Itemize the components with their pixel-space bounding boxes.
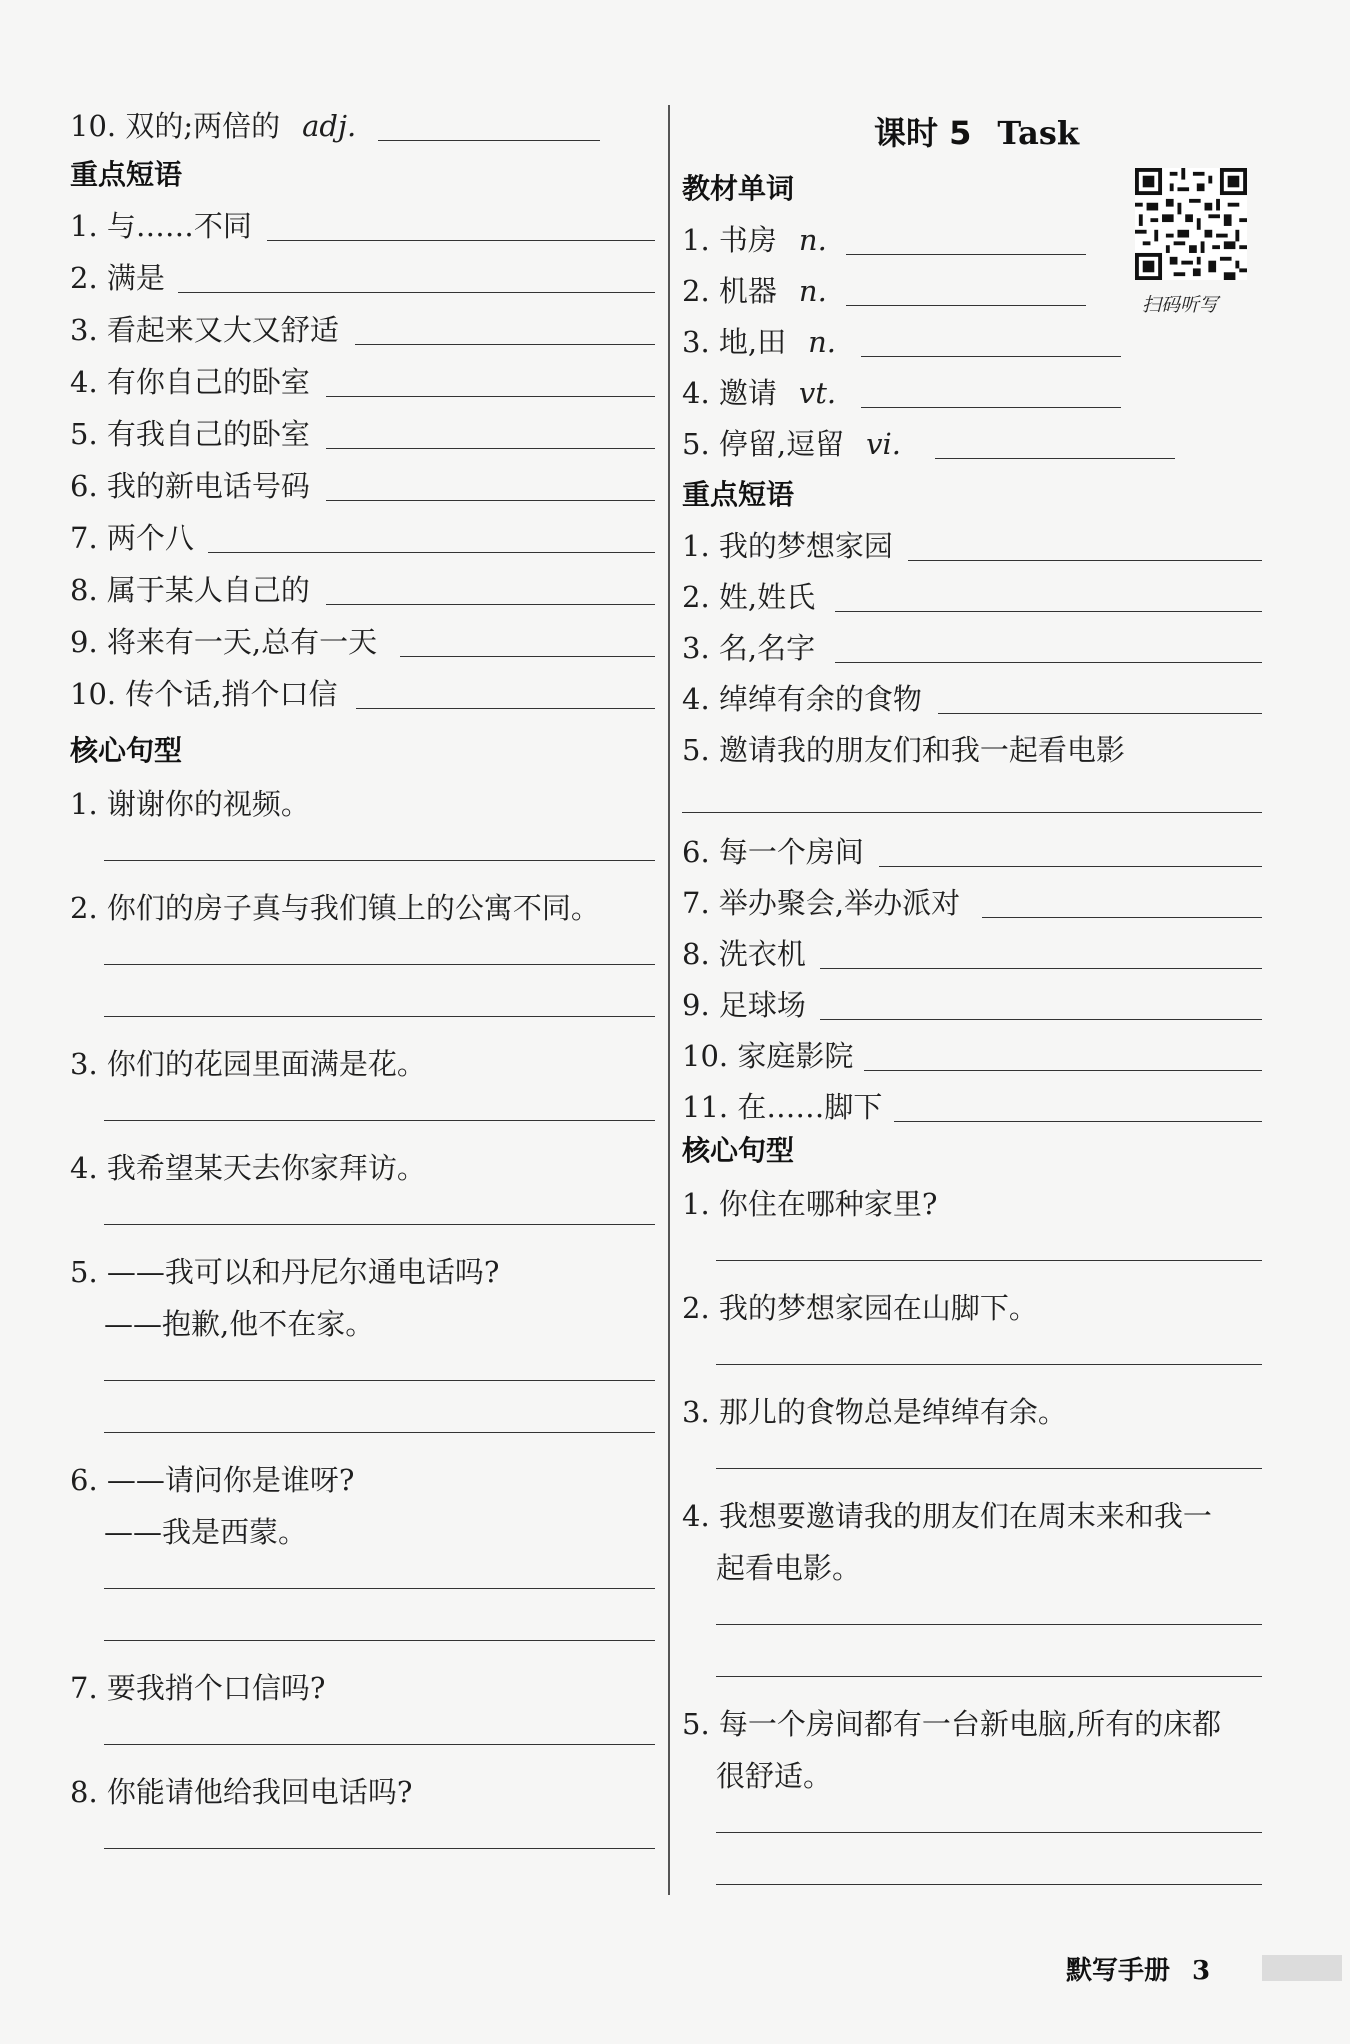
answer-line[interactable] <box>104 860 655 861</box>
sentence-text: 1. 你住在哪种家里? <box>682 1187 938 1221</box>
sentences-heading: 核心句型 <box>70 734 183 767</box>
answer-blank[interactable] <box>326 500 655 501</box>
sentence-text: 3. 那儿的食物总是绰绰有余。 <box>682 1395 1067 1429</box>
answer-blank[interactable] <box>178 292 655 293</box>
answer-line[interactable] <box>104 1588 655 1589</box>
phrase-text: 5. 有我自己的卧室 <box>70 417 310 451</box>
phrase-item <box>70 520 194 556</box>
answer-blank[interactable] <box>846 254 1086 255</box>
answer-blank[interactable] <box>908 560 1262 561</box>
page-footer <box>1066 1950 1210 1987</box>
sentence-text: 4. 我希望某天去你家拜访。 <box>70 1151 426 1185</box>
answer-line[interactable] <box>716 1260 1262 1261</box>
answer-blank[interactable] <box>208 552 655 553</box>
answer-line[interactable] <box>104 1848 655 1849</box>
lesson-name: Task <box>997 114 1080 152</box>
word-item <box>682 324 836 360</box>
phrase-item <box>682 630 815 666</box>
phrase-text: 9. 足球场 <box>682 988 806 1022</box>
word-text: 1. 书房 <box>682 223 777 257</box>
phrase-item <box>682 681 922 717</box>
answer-blank[interactable] <box>982 917 1262 918</box>
answer-line[interactable] <box>104 1224 655 1225</box>
phrase-text: 8. 洗衣机 <box>682 937 806 971</box>
answer-blank[interactable] <box>326 448 655 449</box>
sentence-text: 1. 谢谢你的视频。 <box>70 787 310 821</box>
answer-line[interactable] <box>716 1832 1262 1833</box>
sentence-text: 很舒适。 <box>716 1759 833 1793</box>
answer-line[interactable] <box>104 1640 655 1641</box>
page-number: 3 <box>1192 1956 1211 1986</box>
phrase-text: 4. 有你自己的卧室 <box>70 365 310 399</box>
answer-blank[interactable] <box>835 662 1262 663</box>
phrase-item <box>70 364 310 400</box>
answer-line[interactable] <box>716 1676 1262 1677</box>
word-pos: n. <box>808 325 837 359</box>
lesson-number: 课时 5 <box>874 114 972 152</box>
vocab-pos: adj. <box>302 109 357 143</box>
phrase-item <box>70 416 310 452</box>
sentence-text: 5. ——我可以和丹尼尔通电话吗? <box>70 1255 500 1289</box>
answer-blank[interactable] <box>326 604 655 605</box>
sentence-text: ——我是西蒙。 <box>104 1515 308 1549</box>
word-item <box>682 273 827 309</box>
phrases-heading: 重点短语 <box>70 158 183 191</box>
phrase-text: 10. 家庭影院 <box>682 1039 854 1073</box>
phrases-heading: 重点短语 <box>682 478 795 511</box>
qr-caption: 扫码听写 <box>1142 294 1219 316</box>
answer-blank[interactable] <box>938 713 1262 714</box>
answer-line[interactable] <box>104 1016 655 1017</box>
sentence-text: 8. 你能请他给我回电话吗? <box>70 1775 413 1809</box>
phrase-item <box>70 624 377 660</box>
vocab-label: 10. 双的;两倍的 <box>70 109 281 143</box>
sentences-heading: 核心句型 <box>682 1134 795 1167</box>
phrase-item <box>682 579 815 615</box>
phrase-text: 7. 举办聚会,举办派对 <box>682 886 961 920</box>
phrase-text: 5. 邀请我的朋友们和我一起看电影 <box>682 733 1125 767</box>
sentence-text: ——抱歉,他不在家。 <box>104 1307 375 1341</box>
phrase-item <box>682 987 806 1023</box>
page-edge-tab <box>1262 1955 1342 1981</box>
answer-blank[interactable] <box>820 1019 1262 1020</box>
word-text: 5. 停留,逗留 <box>682 427 845 461</box>
answer-line[interactable] <box>104 1120 655 1121</box>
lesson-title <box>874 108 1079 154</box>
answer-blank[interactable] <box>835 611 1262 612</box>
word-item <box>682 222 827 258</box>
sentence-text: 6. ——请问你是谁呀? <box>70 1463 355 1497</box>
answer-line[interactable] <box>104 1744 655 1745</box>
answer-blank[interactable] <box>846 305 1086 306</box>
phrase-text: 9. 将来有一天,总有一天 <box>70 625 378 659</box>
phrase-text: 3. 看起来又大又舒适 <box>70 313 339 347</box>
words-heading: 教材单词 <box>682 172 795 205</box>
vocab-item-10 <box>70 108 356 144</box>
phrase-item <box>70 208 252 244</box>
phrase-text: 1. 我的梦想家园 <box>682 529 893 563</box>
phrase-item <box>682 834 864 870</box>
qr-code-icon[interactable] <box>1135 168 1247 280</box>
phrase-text: 6. 每一个房间 <box>682 835 864 869</box>
answer-line[interactable] <box>716 1468 1262 1469</box>
phrase-text: 2. 满是 <box>70 261 165 295</box>
answer-line[interactable] <box>716 1624 1262 1625</box>
answer-line[interactable] <box>716 1884 1262 1885</box>
phrase-item <box>682 528 893 564</box>
phrase-item <box>70 572 310 608</box>
answer-blank[interactable] <box>267 240 655 241</box>
phrase-text: 2. 姓,姓氏 <box>682 580 816 614</box>
sentence-text: 2. 你们的房子真与我们镇上的公寓不同。 <box>70 891 600 925</box>
answer-blank[interactable] <box>682 812 1262 813</box>
answer-blank[interactable] <box>861 407 1121 408</box>
phrase-text: 10. 传个话,捎个口信 <box>70 677 338 711</box>
sentence-text: 5. 每一个房间都有一台新电脑,所有的床都 <box>682 1707 1222 1741</box>
sentence-text: 起看电影。 <box>716 1551 862 1585</box>
answer-blank[interactable] <box>326 396 655 397</box>
sentence-text: 7. 要我捎个口信吗? <box>70 1671 326 1705</box>
answer-blank[interactable] <box>894 1121 1262 1122</box>
phrase-item <box>70 468 310 504</box>
phrase-item <box>70 260 165 296</box>
phrase-text: 8. 属于某人自己的 <box>70 573 310 607</box>
word-pos: vi. <box>866 427 901 461</box>
answer-blank[interactable] <box>355 344 655 345</box>
phrase-text: 6. 我的新电话号码 <box>70 469 310 503</box>
phrase-item <box>682 1038 853 1074</box>
word-pos: vt. <box>798 376 837 410</box>
answer-line[interactable] <box>104 1432 655 1433</box>
answer-line[interactable] <box>104 1380 655 1381</box>
phrase-text: 11. 在……脚下 <box>682 1090 883 1124</box>
answer-blank[interactable] <box>820 968 1262 969</box>
phrase-item <box>682 885 960 921</box>
phrase-text: 7. 两个八 <box>70 521 194 555</box>
answer-blank[interactable] <box>935 458 1175 459</box>
answer-blank[interactable] <box>356 708 655 709</box>
phrase-text: 4. 绰绰有余的食物 <box>682 682 922 716</box>
word-item <box>682 375 836 411</box>
sentence-text: 2. 我的梦想家园在山脚下。 <box>682 1291 1038 1325</box>
phrase-item <box>70 676 338 712</box>
phrase-text: 3. 名,名字 <box>682 631 816 665</box>
book-title: 默写手册 <box>1066 1956 1171 1986</box>
word-pos: n. <box>798 223 827 257</box>
sentence-text: 3. 你们的花园里面满是花。 <box>70 1047 426 1081</box>
word-text: 2. 机器 <box>682 274 777 308</box>
phrase-item <box>682 1089 882 1125</box>
phrase-text: 1. 与……不同 <box>70 209 252 243</box>
answer-blank[interactable] <box>864 1070 1262 1071</box>
answer-line[interactable] <box>716 1364 1262 1365</box>
phrase-item <box>682 732 1125 768</box>
answer-line[interactable] <box>104 964 655 965</box>
answer-blank[interactable] <box>378 140 600 141</box>
word-pos: n. <box>798 274 827 308</box>
phrase-item <box>70 312 339 348</box>
word-item <box>682 426 901 462</box>
sentence-text: 4. 我想要邀请我的朋友们在周末来和我一 <box>682 1499 1212 1533</box>
answer-blank[interactable] <box>400 656 655 657</box>
word-text: 4. 邀请 <box>682 376 777 410</box>
answer-blank[interactable] <box>861 356 1121 357</box>
answer-blank[interactable] <box>879 866 1262 867</box>
phrase-item <box>682 936 806 972</box>
word-text: 3. 地,田 <box>682 325 787 359</box>
column-divider <box>668 105 670 1895</box>
